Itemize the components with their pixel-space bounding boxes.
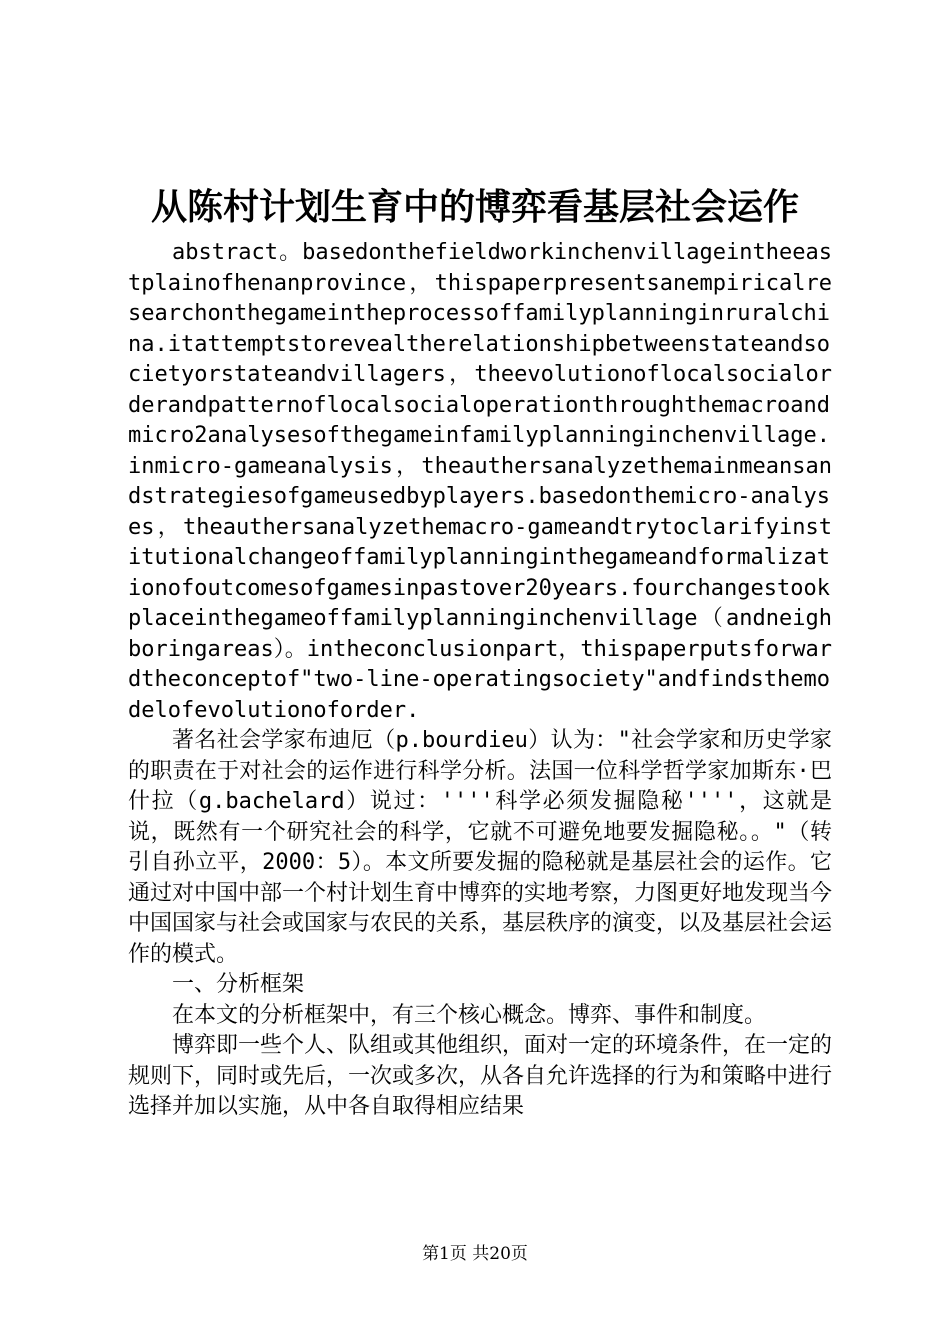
page-footer: 第1页 共20页 xyxy=(422,1244,528,1264)
framework-paragraph: 在本文的分析框架中，有三个核心概念。博弈、事件和制度。 xyxy=(172,1002,767,1028)
game-definition-paragraph: 博弈即一些个人、队组或其他组织，面对一定的环境条件，在一定的规则下，同时或先后，一次或多次，从各自允许选择的行为和策略中进行选择并加以实施，从中各自取得相应结果 xyxy=(128,1033,833,1119)
section-heading: 一、分析框架 xyxy=(172,972,305,997)
abstract-paragraph: abstract。basedonthefieldworkinchenvillageintheeastplainofhenanprovince，thispaperpresentsanempiricalresearchonthegameintheprocessoffamilyplanninginruralchina.itattemptstorevealtherelationshipbetweenstateandsocietyorstateandvillagers，theevolutionoflocalsocialorderandpatternoflocalsocialoperationthroughthemacroandmicro2analysesofthegameinfamilyplanninginchenvillage.inmicro-gameanalysis，theauthersanalyzethemainmeansandstrategiesofgameusedbyplayers.basedonthemicro-analyses，theauthersanalyzethemacro-gameandtrytoclarifyinstitutionalchangeoffamilyplanninginthegameandformalizationofoutcomesofgamesinpastover20years.fourchangestookplaceinthegameoffamilyplanninginchenvillage（andneighboringareas）。intheconclusionpart，thispaperputsforwardtheconceptof"two-line-operatingsociety"andfindsthemodelofevolutionoforder. xyxy=(128,240,833,723)
intro-paragraph: 著名社会学家布迪厄（p.bourdieu）认为："社会学家和历史学家的职责在于对社会的运作进行科学分析。法国一位科学哲学家加斯东·巴什拉（g.bachelard）说过：''''科学必须发掘隐秘''''，这就是说，既然有一个研究社会的科学，它就不可避免地要发掘隐秘。。"（转引自孙立平，2000：5）。本文所要发掘的隐秘就是基层社会的运作。它通过对中国中部一个村计划生育中博弈的实地考察，力图更好地发现当今中国国家与社会或国家与农民的关系，基层秩序的演变，以及基层社会运作的模式。 xyxy=(128,728,833,967)
document-title: 从陈村计划生育中的博弈看基层社会运作 xyxy=(150,186,799,228)
document-body xyxy=(128,238,832,1123)
